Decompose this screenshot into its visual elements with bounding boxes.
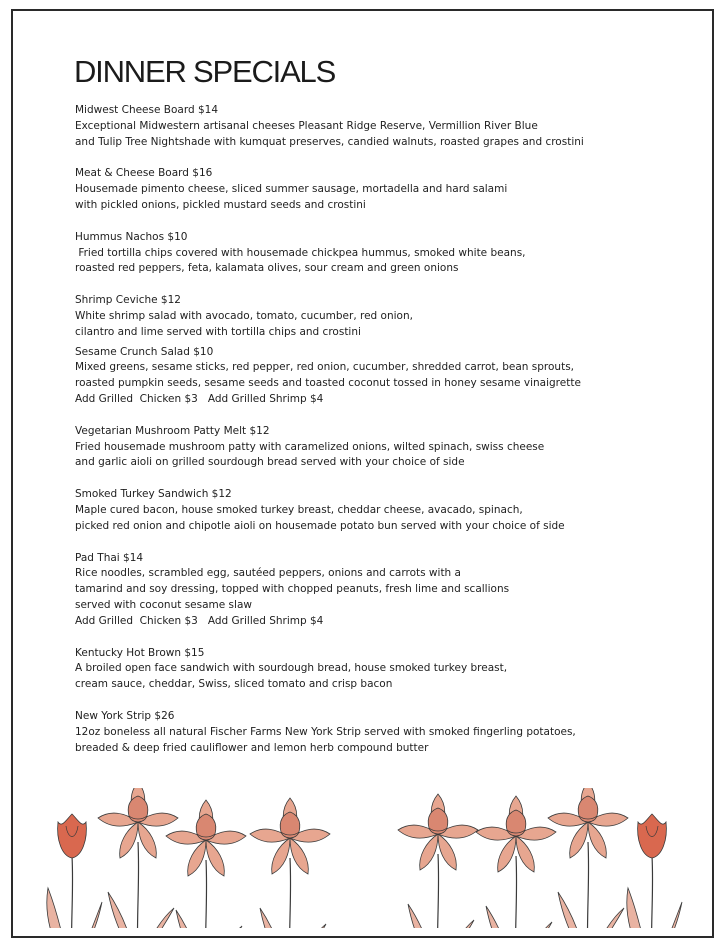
menu-item-description: 12oz boneless all natural Fischer Farms New York Strip served with smoked fingerling potatoes, bbox=[75, 725, 576, 738]
daffodil-3 bbox=[250, 798, 330, 928]
menu-item-name: Smoked Turkey Sandwich $12 bbox=[75, 488, 232, 501]
menu-item-description: Rice noodles, scrambled egg, sautéed peppers, onions and carrots with a bbox=[75, 567, 461, 580]
menu-item-description: picked red onion and chipotle aioli on housemade potato bun served with your choice of side bbox=[75, 519, 565, 532]
menu-item-description: Fried tortilla chips covered with housemade chickpea hummus, smoked white beans, bbox=[75, 246, 526, 259]
menu-item-description: Mixed greens, sesame sticks, red pepper, red onion, cucumber, shredded carrot, bean sprouts, bbox=[75, 361, 575, 374]
menu-item-description: served with coconut sesame slaw bbox=[75, 598, 252, 611]
menu-item bbox=[75, 166, 675, 213]
menu-item-name: New York Strip $26 bbox=[75, 709, 175, 722]
menu-item-name: Sesame Crunch Salad $10 bbox=[75, 345, 214, 358]
menu-item-description: tamarind and soy dressing, topped with chopped peanuts, fresh lime and scallions bbox=[75, 583, 510, 596]
menu-item-description: roasted pumpkin seeds, sesame seeds and toasted coconut tossed in honey sesame vinaigrette bbox=[75, 377, 581, 390]
menu-item bbox=[75, 293, 675, 340]
menu-item-description: with pickled onions, pickled mustard seeds and crostini bbox=[75, 198, 366, 211]
menu-item bbox=[75, 487, 675, 534]
menu-item bbox=[75, 646, 675, 693]
tulip-right bbox=[627, 814, 682, 928]
menu-item-description: roasted red peppers, feta, kalamata olives, sour cream and green onions bbox=[75, 262, 459, 275]
flower-illustration bbox=[28, 788, 698, 928]
menu-item-description: Fried housemade mushroom patty with caramelized onions, wilted spinach, swiss cheese bbox=[75, 440, 545, 453]
menu-item bbox=[75, 345, 675, 408]
menu-item-description: cilantro and lime served with tortilla chips and crostini bbox=[75, 325, 361, 338]
menu-item bbox=[75, 103, 675, 150]
menu-item bbox=[75, 709, 675, 756]
menu-list bbox=[75, 103, 675, 756]
menu-item bbox=[75, 424, 675, 471]
daffodil-6 bbox=[548, 788, 628, 928]
menu-item-name: Hummus Nachos $10 bbox=[75, 230, 188, 243]
menu-item-name: Vegetarian Mushroom Patty Melt $12 bbox=[75, 424, 270, 437]
menu-item-name: Shrimp Ceviche $12 bbox=[75, 294, 181, 307]
menu-title: DINNER SPECIALS bbox=[74, 54, 336, 89]
menu-item-description: breaded & deep fried cauliflower and lemon herb compound butter bbox=[75, 741, 429, 754]
menu-item bbox=[75, 551, 675, 630]
menu-item-name: Pad Thai $14 bbox=[75, 551, 144, 564]
menu-item-description: and garlic aioli on grilled sourdough bread served with your choice of side bbox=[75, 456, 465, 469]
menu-item-description: A broiled open face sandwich with sourdough bread, house smoked turkey breast, bbox=[75, 662, 508, 675]
menu-item-name: Kentucky Hot Brown $15 bbox=[75, 646, 205, 659]
menu-item-addons: Add Grilled Chicken $3 Add Grilled Shrimp $4 bbox=[75, 392, 324, 405]
menu-item-name: Midwest Cheese Board $14 bbox=[75, 104, 219, 116]
menu-item bbox=[75, 230, 675, 277]
menu-item-description: Housemade pimento cheese, sliced summer sausage, mortadella and hard salami bbox=[75, 183, 508, 196]
daffodil-2 bbox=[166, 800, 246, 928]
daffodil-4 bbox=[398, 794, 478, 928]
menu-item-description: cream sauce, cheddar, Swiss, sliced tomato and crisp bacon bbox=[75, 678, 393, 691]
menu-item-description: and Tulip Tree Nightshade with kumquat preserves, candied walnuts, roasted grapes and crostini bbox=[75, 135, 584, 148]
menu-item-description: White shrimp salad with avocado, tomato, cucumber, red onion, bbox=[75, 309, 413, 322]
menu-item-description: Maple cured bacon, house smoked turkey breast, cheddar cheese, avacado, spinach, bbox=[75, 503, 523, 516]
menu-item-description: Exceptional Midwestern artisanal cheeses Pleasant Ridge Reserve, Vermillion River Blue bbox=[75, 119, 538, 132]
menu-item-addons: Add Grilled Chicken $3 Add Grilled Shrimp $4 bbox=[75, 614, 324, 627]
daffodil-1 bbox=[98, 788, 178, 928]
menu-item-name: Meat & Cheese Board $16 bbox=[75, 167, 213, 180]
tulip-left bbox=[47, 814, 102, 928]
daffodil-5 bbox=[476, 796, 556, 928]
